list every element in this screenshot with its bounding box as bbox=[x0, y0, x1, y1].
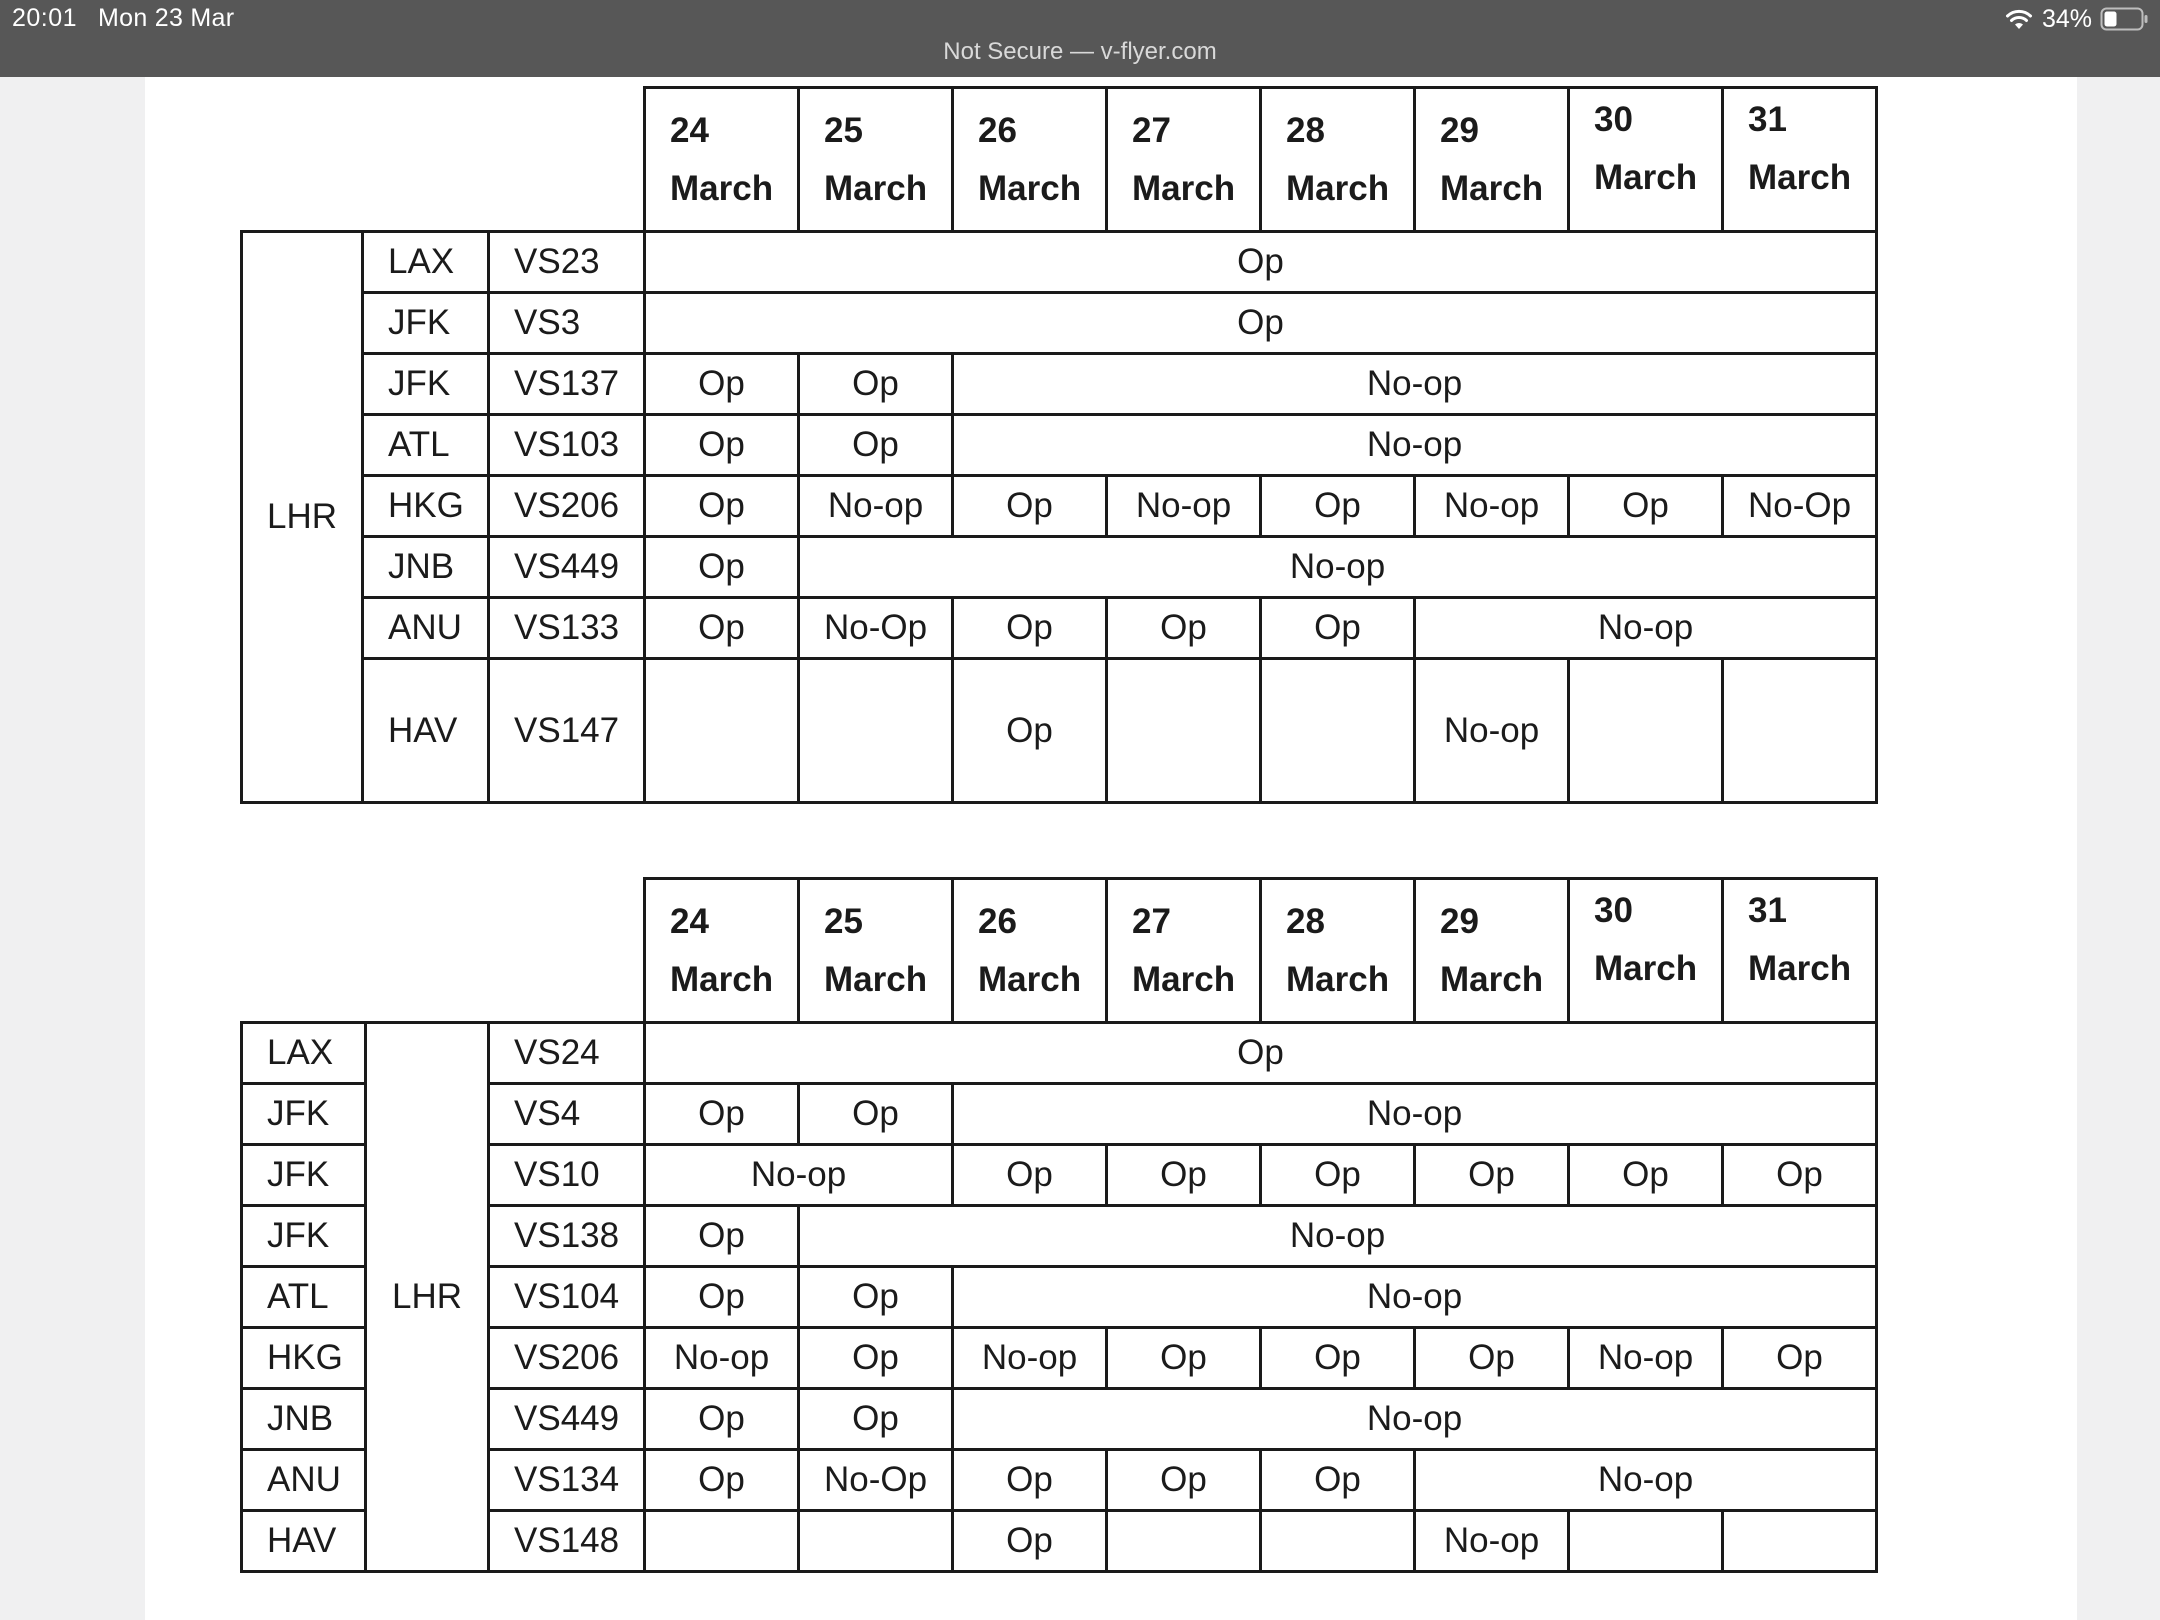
origin-airport-cell: LAX bbox=[242, 1023, 366, 1084]
destination-airport-cell: ATL bbox=[363, 415, 489, 476]
destination-airport-cell: HKG bbox=[363, 476, 489, 537]
status-cell: No-op bbox=[953, 415, 1877, 476]
status-cell: No-op bbox=[799, 537, 1877, 598]
status-cell: Op bbox=[1107, 1450, 1261, 1511]
status-cell: Op bbox=[645, 415, 799, 476]
date-header-25: 25 March bbox=[799, 879, 953, 1023]
date-header-30: 30 March bbox=[1569, 88, 1723, 232]
flight-number-cell: VS4 bbox=[489, 1084, 645, 1145]
status-cell bbox=[645, 1511, 799, 1572]
status-cell: No-op bbox=[645, 1328, 799, 1389]
table-row bbox=[242, 659, 1877, 803]
outbound-schedule-table bbox=[240, 86, 1878, 804]
status-cell: Op bbox=[1723, 1328, 1877, 1389]
flight-number-cell: VS103 bbox=[489, 415, 645, 476]
table-row bbox=[242, 598, 1877, 659]
flight-number-cell: VS138 bbox=[489, 1206, 645, 1267]
status-cell: No-op bbox=[1569, 1328, 1723, 1389]
destination-airport-cell: HAV bbox=[363, 659, 489, 803]
status-cell: No-Op bbox=[1723, 476, 1877, 537]
table-row bbox=[242, 293, 1877, 354]
flight-number-cell: VS3 bbox=[489, 293, 645, 354]
flight-number-cell: VS206 bbox=[489, 1328, 645, 1389]
status-cell: Op bbox=[1261, 598, 1415, 659]
status-cell: Op bbox=[1261, 476, 1415, 537]
status-cell: No-op bbox=[1415, 598, 1877, 659]
status-cell bbox=[1107, 1511, 1261, 1572]
origin-airport-cell: JFK bbox=[242, 1145, 366, 1206]
status-cell: Op bbox=[799, 1389, 953, 1450]
status-cell: No-op bbox=[645, 1145, 953, 1206]
status-cell: Op bbox=[645, 476, 799, 537]
origin-airport-cell: JFK bbox=[242, 1206, 366, 1267]
status-cell: Op bbox=[953, 1450, 1107, 1511]
status-cell: No-op bbox=[799, 476, 953, 537]
status-cell: Op bbox=[645, 1206, 799, 1267]
status-cell bbox=[1261, 659, 1415, 803]
status-bar bbox=[0, 0, 2160, 77]
date-header-24: 24 March bbox=[645, 88, 799, 232]
flight-number-cell: VS137 bbox=[489, 354, 645, 415]
date-header-30: 30 March bbox=[1569, 879, 1723, 1023]
status-icons bbox=[2004, 2, 2150, 36]
status-cell bbox=[1723, 659, 1877, 803]
status-cell: Op bbox=[645, 598, 799, 659]
status-cell: Op bbox=[645, 354, 799, 415]
status-cell bbox=[799, 659, 953, 803]
status-cell: No-op bbox=[953, 1328, 1107, 1389]
status-cell: Op bbox=[645, 537, 799, 598]
status-cell: Op bbox=[799, 1328, 953, 1389]
status-cell: No-op bbox=[1415, 476, 1569, 537]
status-cell: No-op bbox=[1415, 659, 1569, 803]
status-cell: Op bbox=[1107, 1145, 1261, 1206]
origin-airport-cell: JNB bbox=[242, 1389, 366, 1450]
date-header-26: 26 March bbox=[953, 879, 1107, 1023]
status-cell: No-op bbox=[953, 1084, 1877, 1145]
date-header-row bbox=[242, 88, 1877, 232]
destination-airport-cell: LHR bbox=[366, 1023, 489, 1572]
flight-number-cell: VS133 bbox=[489, 598, 645, 659]
date-header-28: 28 March bbox=[1261, 88, 1415, 232]
status-cell: Op bbox=[1415, 1328, 1569, 1389]
status-cell: Op bbox=[645, 1267, 799, 1328]
header-spacer bbox=[242, 88, 645, 232]
status-cell bbox=[799, 1511, 953, 1572]
flight-number-cell: VS148 bbox=[489, 1511, 645, 1572]
origin-airport-cell: ATL bbox=[242, 1267, 366, 1328]
status-cell: Op bbox=[953, 476, 1107, 537]
battery-percentage: 34% bbox=[2041, 4, 2092, 33]
date-header-29: 29 March bbox=[1415, 879, 1569, 1023]
inbound-schedule-table bbox=[240, 877, 1878, 1573]
status-cell: Op bbox=[799, 415, 953, 476]
status-cell bbox=[1261, 1511, 1415, 1572]
status-cell: Op bbox=[645, 1450, 799, 1511]
table-row bbox=[242, 354, 1877, 415]
date-header-31: 31 March bbox=[1723, 88, 1877, 232]
wifi-icon bbox=[2004, 7, 2034, 31]
status-cell bbox=[1107, 659, 1261, 803]
flight-number-cell: VS449 bbox=[489, 1389, 645, 1450]
status-cell: No-op bbox=[799, 1206, 1877, 1267]
status-cell: Op bbox=[1107, 598, 1261, 659]
date-header-28: 28 March bbox=[1261, 879, 1415, 1023]
status-cell: Op bbox=[645, 1389, 799, 1450]
status-cell: Op bbox=[1261, 1328, 1415, 1389]
status-cell: No-op bbox=[1415, 1511, 1569, 1572]
origin-airport-cell: LHR bbox=[242, 232, 363, 803]
status-cell bbox=[1569, 659, 1723, 803]
status-cell: Op bbox=[1569, 476, 1723, 537]
status-cell: No-op bbox=[953, 354, 1877, 415]
status-cell: Op bbox=[953, 1511, 1107, 1572]
status-cell: No-op bbox=[953, 1389, 1877, 1450]
table-row bbox=[242, 232, 1877, 293]
status-cell: Op bbox=[799, 1084, 953, 1145]
flight-number-cell: VS23 bbox=[489, 232, 645, 293]
status-cell: Op bbox=[645, 293, 1877, 354]
status-cell: Op bbox=[645, 1084, 799, 1145]
origin-airport-cell: HAV bbox=[242, 1511, 366, 1572]
date-header-29: 29 March bbox=[1415, 88, 1569, 232]
date-header-row bbox=[242, 879, 1877, 1023]
status-cell: No-op bbox=[1415, 1450, 1877, 1511]
flight-number-cell: VS104 bbox=[489, 1267, 645, 1328]
status-cell: No-Op bbox=[799, 598, 953, 659]
origin-airport-cell: JFK bbox=[242, 1084, 366, 1145]
status-cell: No-op bbox=[1107, 476, 1261, 537]
destination-airport-cell: JFK bbox=[363, 293, 489, 354]
flight-number-cell: VS24 bbox=[489, 1023, 645, 1084]
status-cell: No-Op bbox=[799, 1450, 953, 1511]
status-cell: Op bbox=[1415, 1145, 1569, 1206]
origin-airport-cell: HKG bbox=[242, 1328, 366, 1389]
battery-icon bbox=[2100, 6, 2150, 32]
status-cell: Op bbox=[1723, 1145, 1877, 1206]
status-cell: Op bbox=[1107, 1328, 1261, 1389]
date-header-26: 26 March bbox=[953, 88, 1107, 232]
date-header-25: 25 March bbox=[799, 88, 953, 232]
status-cell bbox=[645, 659, 799, 803]
date-header-27: 27 March bbox=[1107, 879, 1261, 1023]
date-header-24: 24 March bbox=[645, 879, 799, 1023]
status-cell: Op bbox=[645, 1023, 1877, 1084]
header-spacer bbox=[242, 879, 645, 1023]
status-cell: Op bbox=[1261, 1450, 1415, 1511]
date-header-27: 27 March bbox=[1107, 88, 1261, 232]
status-cell bbox=[1569, 1511, 1723, 1572]
address-bar[interactable]: Not Secure — v-flyer.com bbox=[943, 38, 1217, 65]
flight-number-cell: VS10 bbox=[489, 1145, 645, 1206]
clock: 20:01 bbox=[12, 4, 78, 32]
status-cell: Op bbox=[953, 659, 1107, 803]
status-cell: Op bbox=[799, 354, 953, 415]
flight-number-cell: VS134 bbox=[489, 1450, 645, 1511]
status-cell: Op bbox=[953, 598, 1107, 659]
table-row bbox=[242, 476, 1877, 537]
destination-airport-cell: JNB bbox=[363, 537, 489, 598]
flight-number-cell: VS147 bbox=[489, 659, 645, 803]
table-row bbox=[242, 415, 1877, 476]
status-cell bbox=[1723, 1511, 1877, 1572]
origin-airport-cell: ANU bbox=[242, 1450, 366, 1511]
status-cell: Op bbox=[645, 232, 1877, 293]
destination-airport-cell: LAX bbox=[363, 232, 489, 293]
flight-number-cell: VS449 bbox=[489, 537, 645, 598]
destination-airport-cell: JFK bbox=[363, 354, 489, 415]
status-cell: Op bbox=[953, 1145, 1107, 1206]
flight-number-cell: VS206 bbox=[489, 476, 645, 537]
status-cell: Op bbox=[1569, 1145, 1723, 1206]
date-header-31: 31 March bbox=[1723, 879, 1877, 1023]
status-cell: Op bbox=[799, 1267, 953, 1328]
status-cell: No-op bbox=[953, 1267, 1877, 1328]
destination-airport-cell: ANU bbox=[363, 598, 489, 659]
date: Mon 23 Mar bbox=[98, 4, 235, 32]
table-row bbox=[242, 1023, 1877, 1084]
web-page bbox=[145, 77, 2077, 1620]
status-cell: Op bbox=[1261, 1145, 1415, 1206]
table-row bbox=[242, 537, 1877, 598]
